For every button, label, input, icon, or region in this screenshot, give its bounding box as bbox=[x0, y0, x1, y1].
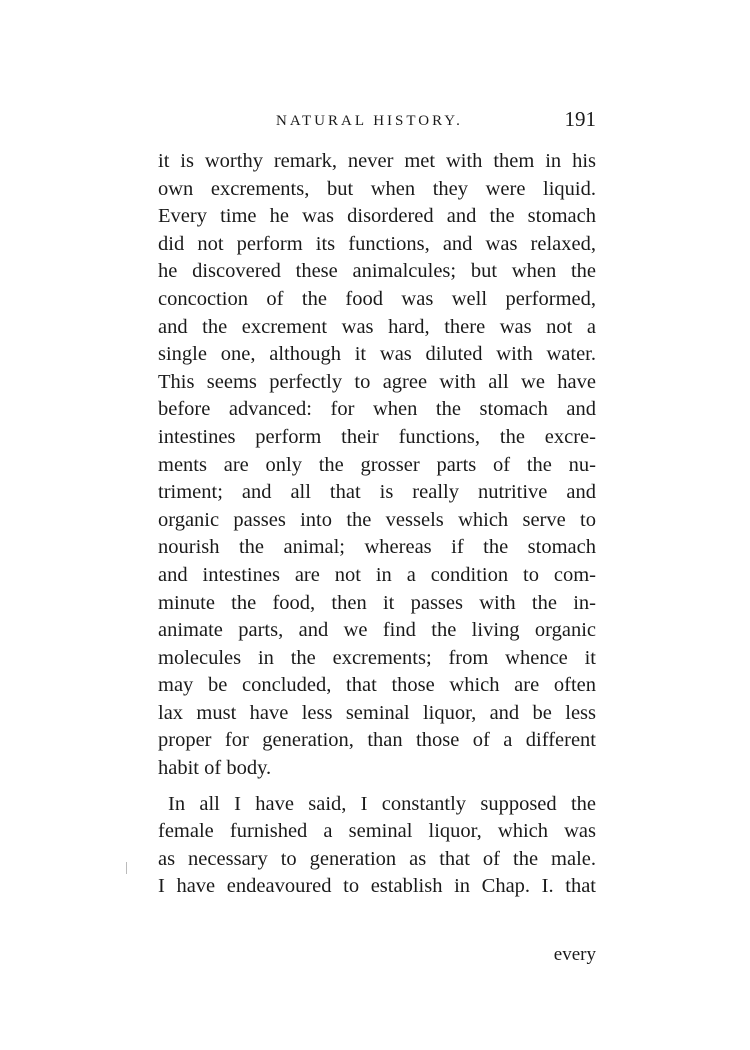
text-line: may be concluded, that those which are often bbox=[158, 674, 596, 697]
text-line: single one, although it was diluted with water. bbox=[158, 343, 596, 366]
running-title: NATURAL HISTORY. bbox=[276, 113, 463, 129]
text-line: minute the food, then it passes with the in- bbox=[158, 591, 596, 614]
text-line: nourish the animal; whereas if the stomach bbox=[158, 536, 596, 559]
text-line: lax must have less seminal liquor, and be less bbox=[158, 701, 596, 724]
text-line: intestines perform their functions, the excre- bbox=[158, 425, 596, 448]
text-line: and intestines are not in a condition to com- bbox=[158, 563, 596, 586]
text-line: animate parts, and we find the living organic bbox=[158, 619, 596, 642]
margin-mark bbox=[126, 862, 127, 874]
text-line: and the excrement was hard, there was not a bbox=[158, 315, 596, 338]
text-line: as necessary to generation as that of the male. bbox=[158, 847, 596, 870]
text-line: it is worthy remark, never met with them in his bbox=[158, 150, 596, 172]
text-line: own excrements, but when they were liquid. bbox=[158, 177, 596, 200]
text-line: before advanced: for when the stomach and bbox=[158, 398, 596, 421]
text-line: proper for generation, than those of a different bbox=[158, 729, 596, 752]
body-text bbox=[158, 148, 596, 901]
page-number: 191 bbox=[564, 107, 596, 131]
text-line: In all I have said, I constantly supposed the bbox=[168, 792, 596, 815]
text-line: ments are only the grosser parts of the nu- bbox=[158, 453, 596, 476]
text-line: female furnished a seminal liquor, which was bbox=[158, 820, 596, 843]
text-line: I have endeavoured to establish in Chap. I. that bbox=[158, 875, 596, 898]
text-line: habit of body. bbox=[158, 757, 272, 780]
text-line: organic passes into the vessels which serve to bbox=[158, 508, 596, 531]
running-head bbox=[158, 107, 598, 137]
text-line: Every time he was disordered and the stomach bbox=[158, 205, 596, 228]
text-line: did not perform its functions, and was relaxed, bbox=[158, 232, 596, 255]
text-line: This seems perfectly to agree with all we have bbox=[158, 370, 596, 393]
text-line: he discovered these animalcules; but when the bbox=[158, 260, 596, 283]
text-line: triment; and all that is really nutritive and bbox=[158, 481, 596, 504]
text-line: concoction of the food was well performed, bbox=[158, 287, 596, 310]
catchword: every bbox=[553, 944, 596, 965]
text-line: molecules in the excrements; from whence it bbox=[158, 646, 596, 669]
